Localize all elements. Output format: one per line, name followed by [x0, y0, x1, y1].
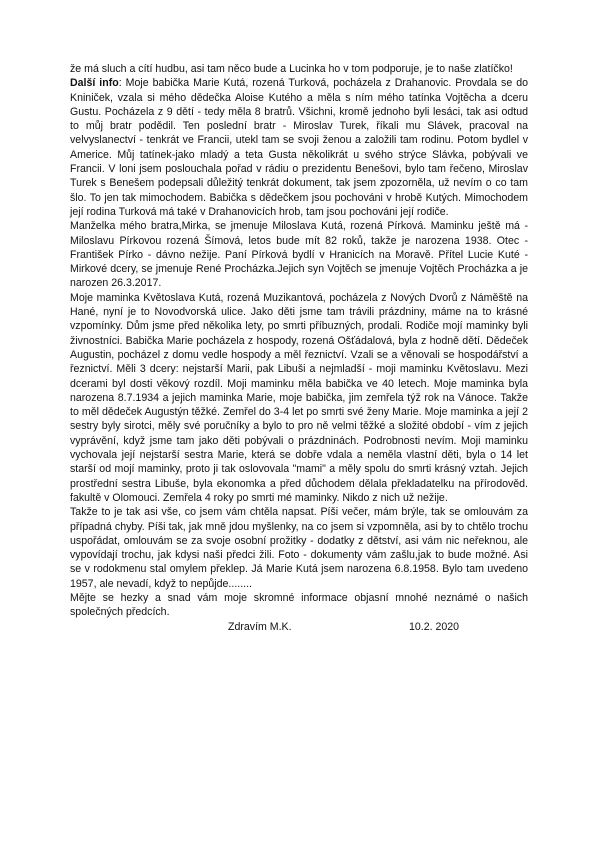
signature-date: 10.2. 2020: [409, 620, 460, 633]
paragraph-closing-note: [70, 505, 528, 591]
signature-name: Zdravím M.K.: [228, 620, 292, 633]
paragraph-mother: [70, 291, 528, 505]
signature-line: [70, 620, 528, 635]
paragraph-intro: [70, 62, 528, 76]
paragraph-text: : Moje babička Marie Kutá, rozená Turková, pocházela z Drahanovic. Provdala se do Kniniček, vzala si mého dědečka Aloise Kutého a měla s ním mého tatínka Vojtěcha a dceru Gustu. Pocházela z 9 dětí - tedy měla 8 bratrů. Všichni, kromě jednoho byli lesáci, tak asi odtud to můj bratr podědil. Ten poslední bratr - Miroslav Turek, říkali mu Slávek, pracoval na velvyslanectví - tenkrát ve Francii, utekl tam se svoji ženou a založili tam rodinu. Potom bydlel v Americe. Můj tatínek-jako mladý a teta Gusta několikrát u svého strýce Slávka, pobývali ve Francii. V loni jsem poslouchala pořad v rádiu o prezidentu Benešovi, bylo tam řečeno, Miroslav Turek s Benešem podepsali důležitý tenkrát dokument, tak jsem zpozorněla, už nevím o co tam šlo. To jen tak mimochodem. Babička s dědečkem jsou pochováni v hrobě Kutých. Mimochodem její rodina Turková má také v Drahanovicích hrob, tam jsou pochováni její rodiče.: [70, 77, 528, 218]
paragraph-grandmother: [70, 76, 528, 219]
paragraph-lead: Další info: [70, 77, 119, 90]
paragraph-brother-wife: [70, 219, 528, 290]
paragraph-text: Moje maminka Květoslava Kutá, rozená Muzikantová, pocházela z Nových Dvorů z Náměště na Hané, nyní je to Novodvorská ulice. Jako děti jsme tam trávili prázdniny, máme na to krásné vzpomínky. Dům jsme před několika lety, po smrti příbuzných, prodali. Rodiče mojí maminky byli živnostníci. Babička Marie pocházela z hospody, rozená Ošťádalová, byla z hodně dětí. Dědeček Augustin, pocházel z domu vedle hospody a měl řeznictví. Vzali se a věnovali se hospodářství a řeznictví. Měli 3 dcery: nejstarší Marii, pak Libuši a nejmladší - moji maminku Květoslavu. Mezi dcerami byl dosti věkový rozdíl. Moji maminku měla babička ve 40 letech. Moje maminka byla narozena 8.7.1934 a jejich maminka Marie, moje babička, jim zemřela týž rok na Vánoce. Takže to měl dědeček Augustýn těžké. Zemřel do 3-4 let po smrti své ženy Marie. Moje maminka a její 2 sestry byly sirotci, měly své poručníky a bylo to pro ně velmi těžké a složité období - vím z jejich vyprávění, když jsme tam jako děti pobývali o prázdninách. Podrobnosti nevím. Moji maminku vychovala její nejstarší sestra Marie, která se dobře vdala a neměla vlastní děti, byla o 14 let starší od mojí maminky, proto ji tak oslovovala "mami" a měly spolu do smrti krásný vztah. Jejich prostřední sestra Libuše, byla ekonomka a před důchodem dělala překladatelku na přírodověd. fakultě v Olomouci. Zemřela 4 roky po smrti mé maminky. Nikdo z nich už nežije.: [70, 291, 528, 504]
paragraph-farewell: [70, 591, 528, 620]
paragraph-text: Takže to je tak asi vše, co jsem vám chtěla napsat. Píši večer, mám brýle, tak se omlouvám za případná chyby. Píši tak, jak mně jdou myšlenky, na co jsem si vzpomněla, asi by to chtělo trochu uspořádat, omlouvám se za svoje osobní prožitky - dodatky z dětství, asi vám nic neřeknou, ale vypovídají trochu, jak kdysi naši předci žili. Foto - dokumenty vám zašlu,jak to bude možné. Asi se v rodokmenu stal omylem překlep. Já Marie Kutá jsem narozena 6.8.1958. Bylo tam uvedeno 1957, ale nevadí, když to nepůjde........: [70, 506, 528, 590]
paragraph-text: Manželka mého bratra,Mirka, se jmenuje Miloslava Kutá, rozená Pírková. Maminku ještě má - Miloslavu Pírkovou rozená Šímová, letos bude mít 82 roků, takže je narozena 1938. Otec - František Pírko - dávno nežije. Paní Pírková bydlí v Hranicích na Moravě. Přítel Lucie Kuté - Mirkové dcery, se jmenuje René Procházka.Jejich syn Vojtěch se jmenuje Vojtěch Procházka a je narozen 26.3.2017.: [70, 220, 528, 290]
letter-body: [70, 62, 528, 635]
paragraph-text: že má sluch a cítí hudbu, asi tam něco bude a Lucinka ho v tom podporuje, je to naše zlatíčko!: [70, 63, 513, 75]
paragraph-text: Mějte se hezky a snad vám moje skromné informace objasní mnohé neznámé o našich společných předcích.: [70, 591, 528, 619]
